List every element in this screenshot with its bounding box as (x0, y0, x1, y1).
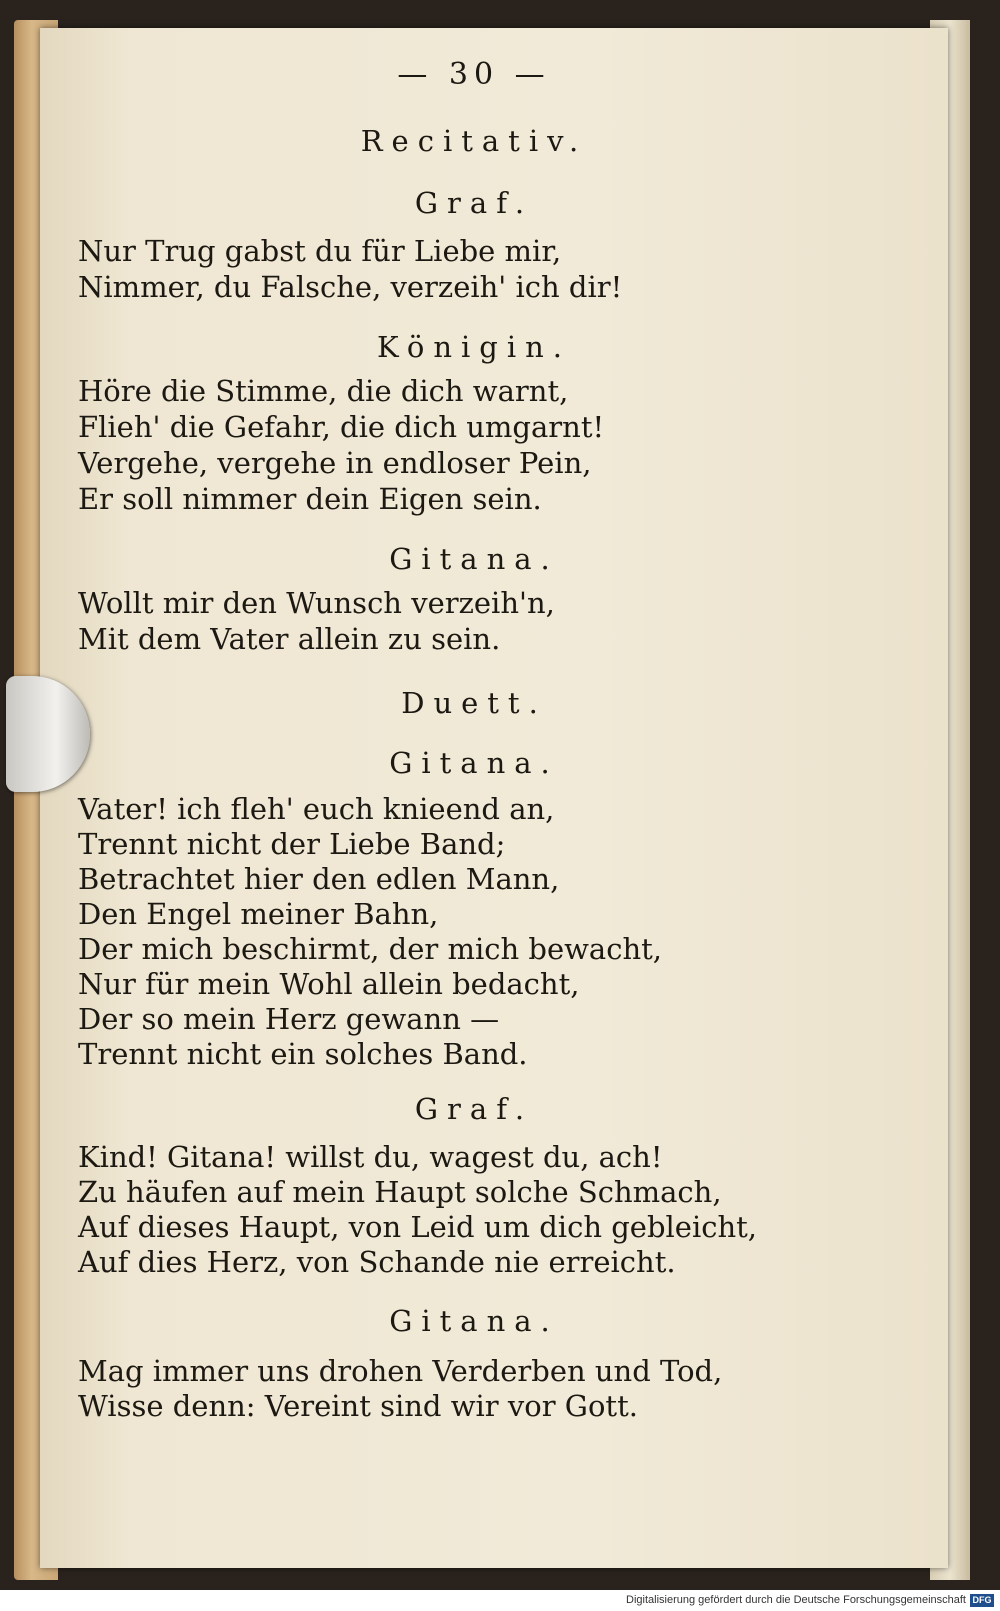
verse-line: Trennt nicht der Liebe Band; (78, 827, 506, 861)
heading-speaker: Gitana. (389, 542, 559, 576)
verse-line: Höre die Stimme, die dich warnt, (78, 374, 569, 408)
verse-line: Nur für mein Wohl allein bedacht, (78, 967, 580, 1001)
verse-line: Trennt nicht ein solches Band. (78, 1037, 528, 1071)
verse-line: Wollt mir den Wunsch verzeih'n, (78, 586, 555, 620)
verse-line: Auf dieses Haupt, von Leid um dich gebleicht, (78, 1210, 758, 1244)
verse-line: Mag immer uns drohen Verderben und Tod, (78, 1354, 723, 1388)
verse-line: Nur Trug gabst du für Liebe mir, (78, 234, 562, 268)
verse-line: Wisse denn: Vereint sind wir vor Gott. (78, 1389, 638, 1423)
verse-line: Auf dies Herz, von Schande nie erreicht. (78, 1245, 676, 1279)
verse-line: Er soll nimmer dein Eigen sein. (78, 482, 542, 516)
heading-speaker: Gitana. (389, 746, 559, 780)
verse-line: Der so mein Herz gewann — (78, 1002, 500, 1036)
page-content (40, 28, 948, 1568)
digitization-credit: Digitalisierung gefördert durch die Deutsche Forschungsgemeinschaft (626, 1594, 966, 1606)
heading-speaker: Graf. (414, 186, 534, 220)
verse-line: Nimmer, du Falsche, verzeih' ich dir! (78, 270, 623, 304)
page-number: — 30 — (397, 57, 551, 92)
verse-line: Zu häufen auf mein Haupt solche Schmach, (78, 1175, 722, 1209)
verse-line: Den Engel meiner Bahn, (78, 897, 439, 931)
heading-speaker: Graf. (414, 1092, 534, 1126)
verse-line: Mit dem Vater allein zu sein. (78, 622, 501, 656)
verse-line: Flieh' die Gefahr, die dich umgarnt! (78, 410, 605, 444)
heading-recitativ: Recitativ. (360, 124, 588, 158)
verse-line: Vater! ich fleh' euch knieend an, (78, 792, 555, 826)
verse-line: Der mich beschirmt, der mich bewacht, (78, 932, 663, 966)
heading-speaker: Königin. (376, 330, 572, 364)
verse-line: Betrachtet hier den edlen Mann, (78, 862, 560, 896)
verse-line: Vergehe, vergehe in endloser Pein, (78, 446, 592, 480)
dfg-logo-icon: DFG (970, 1594, 994, 1607)
heading-duett: Duett. (401, 686, 547, 720)
heading-speaker: Gitana. (389, 1304, 559, 1338)
verse-line: Kind! Gitana! willst du, wagest du, ach! (78, 1140, 663, 1174)
